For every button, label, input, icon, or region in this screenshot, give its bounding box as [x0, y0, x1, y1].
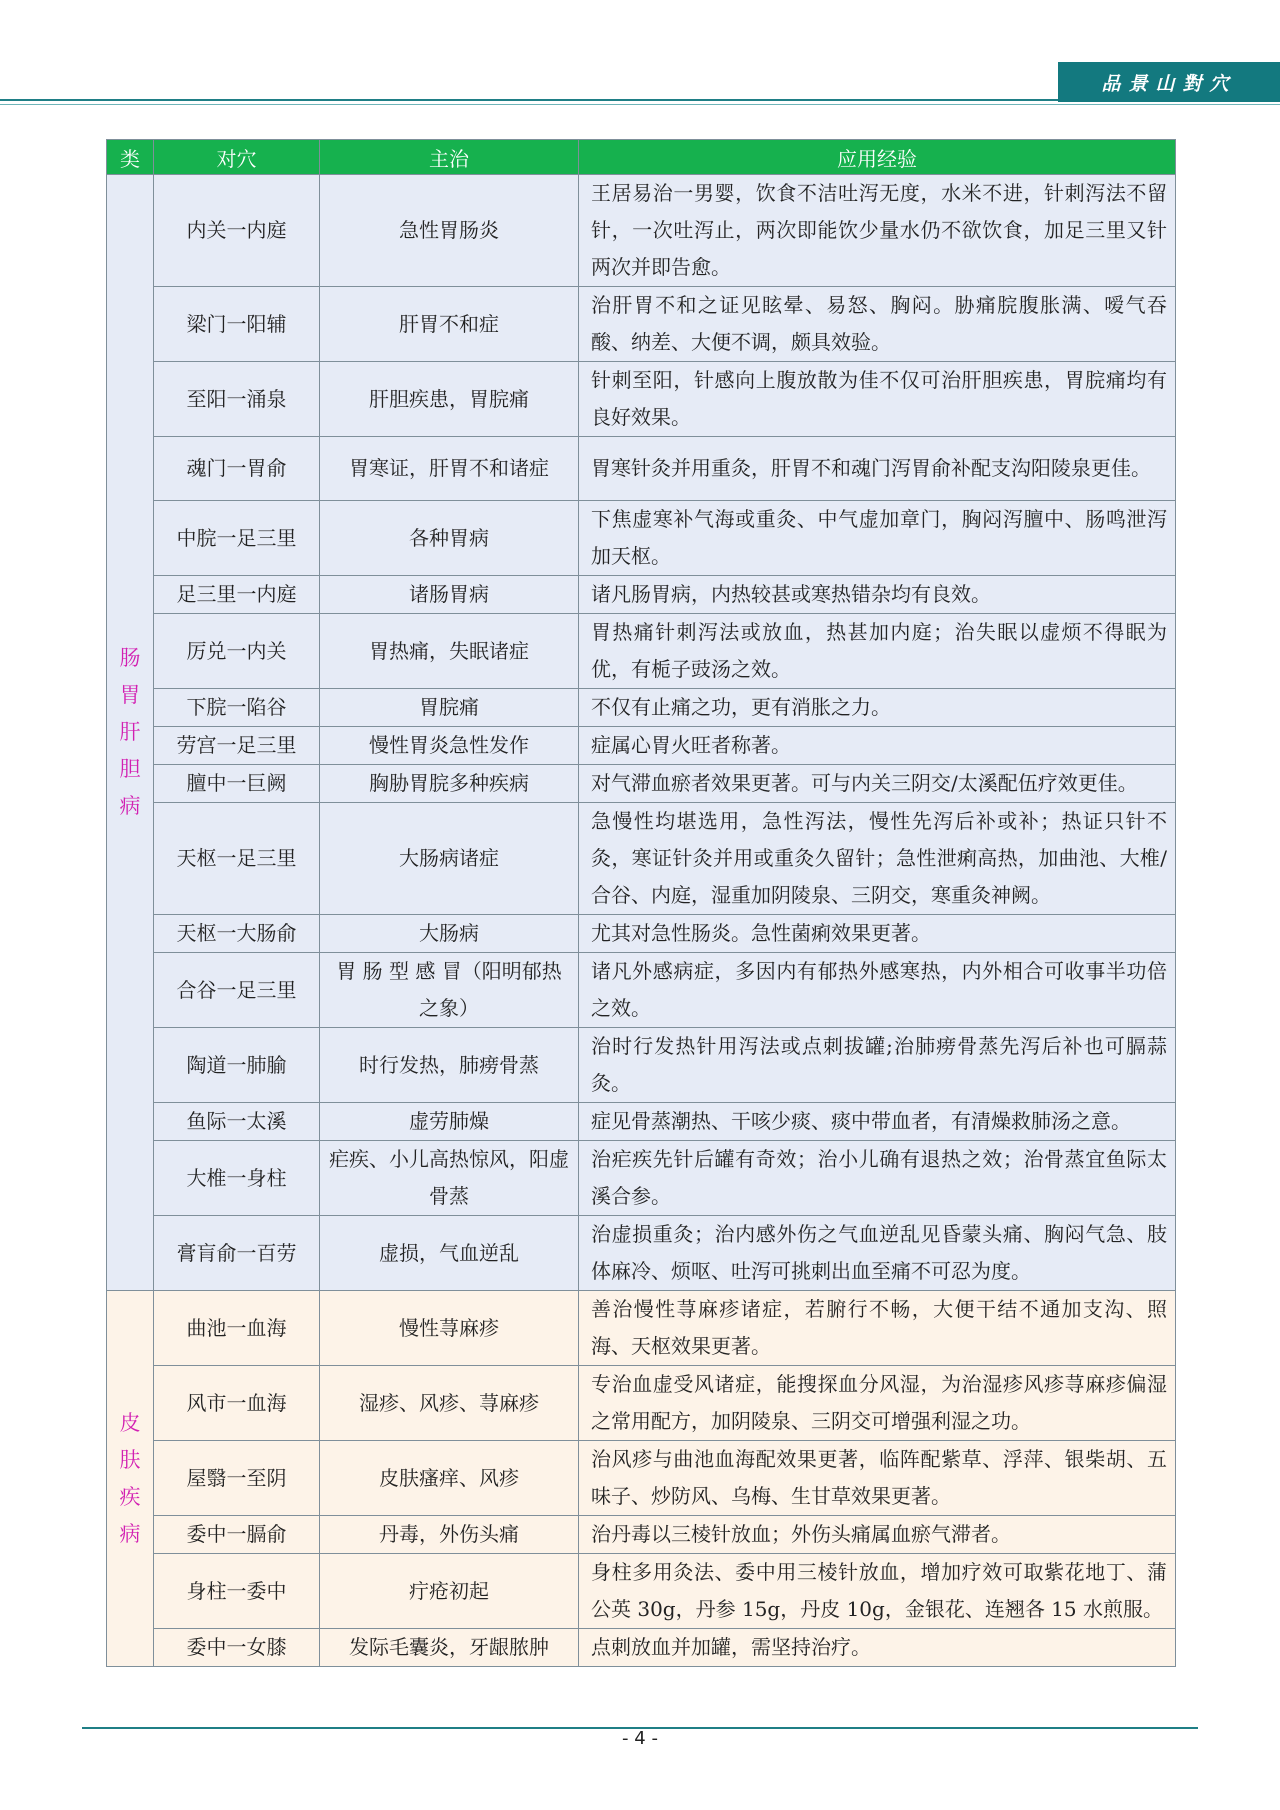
table-header-row [107, 140, 1176, 175]
indication-cell: 大肠病诸症 [320, 803, 579, 915]
header-indication: 主治 [320, 140, 579, 175]
experience-cell: 胃寒针灸并用重灸，肝胃不和魂门泻胃俞补配支沟阳陵泉更佳。 [579, 437, 1176, 501]
category-label: 皮肤疾病 [119, 1410, 141, 1546]
acupoint-pair-cell: 膏肓俞一百劳 [154, 1216, 320, 1291]
experience-cell: 症见骨蒸潮热、干咳少痰、痰中带血者，有清燥救肺汤之意。 [579, 1103, 1176, 1141]
acupoint-pair-cell: 梁门一阳辅 [154, 287, 320, 362]
indication-cell: 肝胃不和症 [320, 287, 579, 362]
experience-cell: 尤其对急性肠炎。急性菌痢效果更著。 [579, 915, 1176, 953]
experience-cell: 不仅有止痛之功，更有消胀之力。 [579, 689, 1176, 727]
acupoint-pair-cell: 至阳一涌泉 [154, 362, 320, 437]
header-experience: 应用经验 [579, 140, 1176, 175]
acupoint-pair-cell: 陶道一肺腧 [154, 1028, 320, 1103]
table-row [107, 765, 1176, 803]
acupoint-pair-cell: 身柱一委中 [154, 1554, 320, 1629]
experience-cell: 善治慢性荨麻疹诸症，若腑行不畅，大便干结不通加支沟、照海、天枢效果更著。 [579, 1291, 1176, 1366]
table-row [107, 915, 1176, 953]
indication-cell: 肝胆疾患，胃脘痛 [320, 362, 579, 437]
table-row [107, 287, 1176, 362]
indication-cell: 丹毒，外伤头痛 [320, 1516, 579, 1554]
table-row [107, 1629, 1176, 1667]
acupoint-pair-cell: 委中一女膝 [154, 1629, 320, 1667]
acupoint-pair-cell: 天枢一大肠俞 [154, 915, 320, 953]
acupoint-pair-cell: 鱼际一太溪 [154, 1103, 320, 1141]
experience-cell: 治虚损重灸；治内感外伤之气血逆乱见昏蒙头痛、胸闷气急、肢体麻冷、烦呕、吐泻可挑刺出血至痛不可忍为度。 [579, 1216, 1176, 1291]
experience-cell: 王居易治一男婴，饮食不洁吐泻无度，水米不进，针刺泻法不留针，一次吐泻止，两次即能饮少量水仍不欲饮食，加足三里又针两次并即告愈。 [579, 175, 1176, 287]
experience-cell: 下焦虚寒补气海或重灸、中气虚加章门，胸闷泻膻中、肠鸣泄泻加天枢。 [579, 501, 1176, 576]
experience-cell: 诸凡肠胃病，内热较甚或寒热错杂均有良效。 [579, 576, 1176, 614]
category-label: 肠胃肝胆病 [119, 646, 141, 818]
indication-cell: 诸肠胃病 [320, 576, 579, 614]
indication-cell: 胃 肠 型 感 冒（阳明郁热之象） [320, 953, 579, 1028]
table-row [107, 362, 1176, 437]
acupoint-pair-cell: 膻中一巨阙 [154, 765, 320, 803]
indication-cell: 各种胃病 [320, 501, 579, 576]
table-row [107, 501, 1176, 576]
experience-cell: 治丹毒以三棱针放血；外伤头痛属血瘀气滞者。 [579, 1516, 1176, 1554]
table-row [107, 175, 1176, 287]
acupoint-pair-cell: 足三里一内庭 [154, 576, 320, 614]
acupoint-pair-cell: 魂门一胃俞 [154, 437, 320, 501]
indication-cell: 疔疮初起 [320, 1554, 579, 1629]
indication-cell: 慢性胃炎急性发作 [320, 727, 579, 765]
experience-cell: 治时行发热针用泻法或点刺拔罐;治肺痨骨蒸先泻后补也可膈蒜灸。 [579, 1028, 1176, 1103]
experience-cell: 诸凡外感病症，多因内有郁热外感寒热，内外相合可收事半功倍之效。 [579, 953, 1176, 1028]
header-category: 类 [107, 140, 154, 175]
header-rule-thin [0, 104, 1280, 105]
table-row [107, 1103, 1176, 1141]
acupoint-pair-cell: 中脘一足三里 [154, 501, 320, 576]
table-row [107, 614, 1176, 689]
category-cell [107, 175, 154, 1291]
acupoint-pair-cell: 委中一膈俞 [154, 1516, 320, 1554]
experience-cell: 急慢性均堪选用，急性泻法，慢性先泻后补或补；热证只针不灸，寒证针灸并用或重灸久留针；急性泄痢高热，加曲池、大椎/合谷、内庭，湿重加阴陵泉、三阴交，寒重灸神阙。 [579, 803, 1176, 915]
acupoint-pair-table [106, 139, 1176, 1667]
experience-cell: 针刺至阳，针感向上腹放散为佳不仅可治肝胆疾患，胃脘痛均有良好效果。 [579, 362, 1176, 437]
indication-cell: 胸胁胃脘多种疾病 [320, 765, 579, 803]
indication-cell: 胃热痛，失眠诸症 [320, 614, 579, 689]
acupoint-pair-cell: 合谷一足三里 [154, 953, 320, 1028]
indication-cell: 疟疾、小儿高热惊风，阳虚骨蒸 [320, 1141, 579, 1216]
table-row [107, 689, 1176, 727]
acupoint-pair-cell: 劳宫一足三里 [154, 727, 320, 765]
acupoint-pair-cell: 内关一内庭 [154, 175, 320, 287]
indication-cell: 急性胃肠炎 [320, 175, 579, 287]
experience-cell: 症属心胃火旺者称著。 [579, 727, 1176, 765]
table-row [107, 953, 1176, 1028]
table-row [107, 437, 1176, 501]
indication-cell: 虚损，气血逆乱 [320, 1216, 579, 1291]
experience-cell: 对气滞血瘀者效果更著。可与内关三阴交/太溪配伍疗效更佳。 [579, 765, 1176, 803]
page-number: - 4 - [622, 1728, 658, 1749]
experience-cell: 治风疹与曲池血海配效果更著，临阵配紫草、浮萍、银柴胡、五味子、炒防风、乌梅、生甘草效果更著。 [579, 1441, 1176, 1516]
indication-cell: 时行发热，肺痨骨蒸 [320, 1028, 579, 1103]
table-row [107, 1516, 1176, 1554]
table-row [107, 803, 1176, 915]
experience-cell: 治疟疾先针后罐有奇效；治小儿确有退热之效；治骨蒸宜鱼际太溪合参。 [579, 1141, 1176, 1216]
indication-cell: 湿疹、风疹、荨麻疹 [320, 1366, 579, 1441]
acupoint-pair-cell: 下脘一陷谷 [154, 689, 320, 727]
table-row [107, 1441, 1176, 1516]
table-row [107, 1291, 1176, 1366]
acupoint-pair-cell: 厉兑一内关 [154, 614, 320, 689]
acupoint-pair-cell: 大椎一身柱 [154, 1141, 320, 1216]
header-tag: 品景山對穴 [1058, 62, 1280, 102]
table-row [107, 1028, 1176, 1103]
table-row [107, 727, 1176, 765]
table-row [107, 1216, 1176, 1291]
indication-cell: 慢性荨麻疹 [320, 1291, 579, 1366]
acupoint-pair-cell: 屋翳一至阴 [154, 1441, 320, 1516]
experience-cell: 专治血虚受风诸症，能搜探血分风湿，为治湿疹风疹荨麻疹偏湿之常用配方，加阴陵泉、三阴交可增强利湿之功。 [579, 1366, 1176, 1441]
experience-cell: 点刺放血并加罐，需坚持治疗。 [579, 1629, 1176, 1667]
acupoint-pair-cell: 天枢一足三里 [154, 803, 320, 915]
acupoint-pair-cell: 风市一血海 [154, 1366, 320, 1441]
indication-cell: 胃寒证，肝胃不和诸症 [320, 437, 579, 501]
indication-cell: 胃脘痛 [320, 689, 579, 727]
experience-cell: 胃热痛针刺泻法或放血，热甚加内庭；治失眠以虚烦不得眠为优，有栀子豉汤之效。 [579, 614, 1176, 689]
table-row [107, 1141, 1176, 1216]
table-row [107, 1554, 1176, 1629]
indication-cell: 发际毛囊炎，牙龈脓肿 [320, 1629, 579, 1667]
header-pair: 对穴 [154, 140, 320, 175]
category-cell [107, 1291, 154, 1667]
indication-cell: 大肠病 [320, 915, 579, 953]
indication-cell: 虚劳肺燥 [320, 1103, 579, 1141]
acupoint-table-container [106, 139, 1175, 1667]
table-row [107, 1366, 1176, 1441]
table-row [107, 576, 1176, 614]
acupoint-pair-cell: 曲池一血海 [154, 1291, 320, 1366]
experience-cell: 治肝胃不和之证见眩晕、易怒、胸闷。胁痛脘腹胀满、嗳气吞酸、纳差、大便不调，颇具效验。 [579, 287, 1176, 362]
indication-cell: 皮肤瘙痒、风疹 [320, 1441, 579, 1516]
table-body [107, 175, 1176, 1667]
experience-cell: 身柱多用灸法、委中用三棱针放血，增加疗效可取紫花地丁、蒲公英 30g，丹参 15g，丹皮 10g，金银花、连翘各 15 水煎服。 [579, 1554, 1176, 1629]
